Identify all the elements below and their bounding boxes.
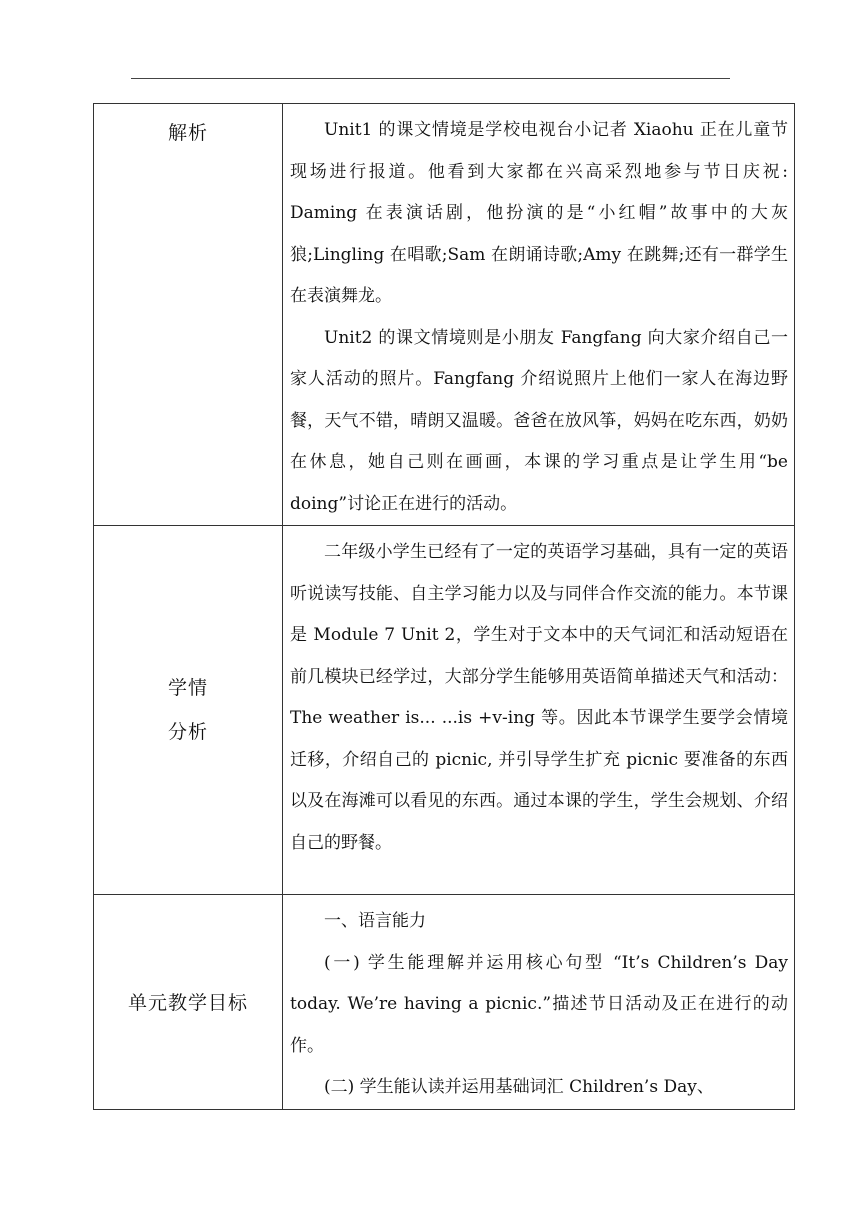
row-label-line-2: 分析 xyxy=(167,721,208,743)
paragraph-unit2: Unit2 的课文情境则是小朋友 Fangfang 向大家介绍自己一家人活动的照片。Fangfang 介绍说照片上他们一家人在海边野餐，天气不错，晴朗又温暖。爸爸在放风筝，妈妈在吃东西，奶奶在休息，她自己则在画画，本课的学习重点是让学生用“be doing”讨论正在进行的活动。 xyxy=(290,327,788,514)
paragraph-unit1: Unit1 的课文情境是学校电视台小记者 Xiaohu 正在儿童节现场进行报道。他看到大家都在兴高采烈地参与节日庆祝: Daming 在表演话剧，他扮演的是“小红帽”故事中的大灰狼;Lingling 在唱歌;Sam 在朗诵诗歌;Amy 在跳舞;还有一群学生在表演舞龙。 xyxy=(290,120,788,306)
table-row-unit-goals xyxy=(94,895,795,1110)
table-row-analysis xyxy=(94,104,795,526)
paragraph-student-analysis: 二年级小学生已经有了一定的英语学习基础，具有一定的英语听说读写技能、自主学习能力以及与同伴合作交流的能力。本节课是 Module 7 Unit 2，学生对于文本中的天气词汇和活动短语在前几模块已经学过，大部分学生能够用英语简单描述天气和活动： The weather is... ...is +v-ing 等。因此本节课学生要学会情境迁移，介绍自己的 picnic, 并引导学生扩充 picnic 要准备的东西以及在海滩可以看见的东西。通过本课的学生，学生会规划、介绍自己的野餐。 xyxy=(290,542,788,853)
row-label-unit-goals: 单元教学目标 xyxy=(94,895,283,1110)
lesson-plan-table xyxy=(93,103,795,1110)
header-rule xyxy=(131,78,730,79)
paragraph-goal-1: (一) 学生能理解并运用核心句型 “It’s Children’s Day today. We’re having a picnic.”描述节日活动及正在进行的动作。 xyxy=(290,952,788,1056)
row-content-unit-goals xyxy=(283,895,795,1110)
row-content-student-analysis xyxy=(283,526,795,895)
row-label-analysis: 解析 xyxy=(94,104,283,526)
row-label-line-1: 学情 xyxy=(167,677,208,699)
paragraph-language-ability: 一、语言能力 xyxy=(324,911,426,931)
row-content-analysis xyxy=(283,104,795,526)
paragraph-goal-2: (二) 学生能认读并运用基础词汇 Children’s Day、 xyxy=(324,1077,714,1097)
table-row-student-analysis xyxy=(94,526,795,895)
row-label-student-analysis xyxy=(94,526,283,895)
